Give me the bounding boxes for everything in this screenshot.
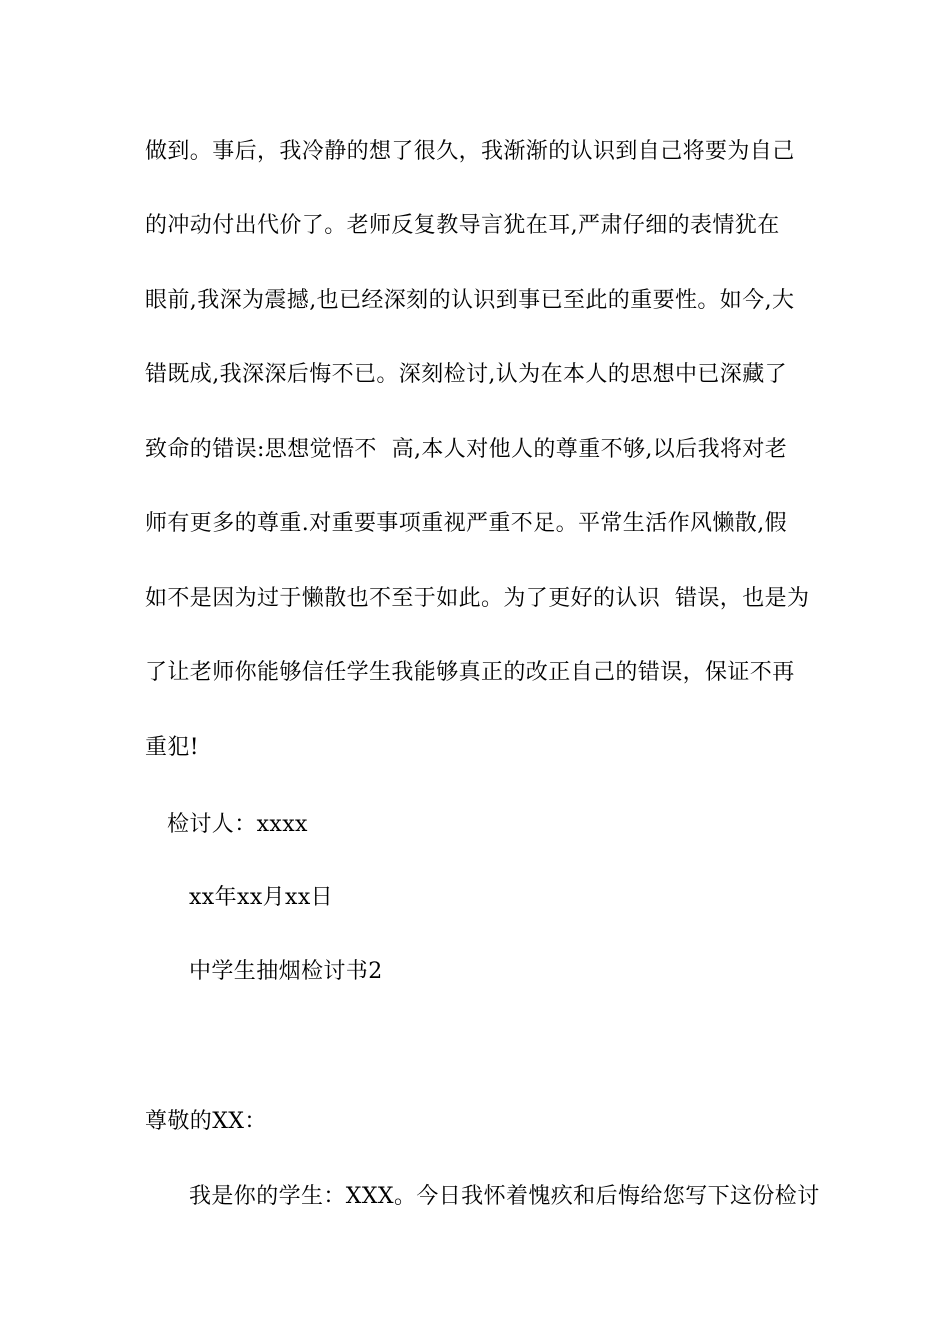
opening-line: 我是你的学生：XXX。今日我怀着愧疚和后悔给您写下这份检讨 xyxy=(189,1184,820,1209)
body-line-2: 的冲动付出代价了。老师反复教导言犹在耳,严肃仔细的表情犹在 xyxy=(145,213,780,238)
signature-line: 检讨人：xxxx xyxy=(167,812,308,837)
body-line-4: 错既成,我深深后悔不已。深刻检讨,认为在本人的思想中已深藏了 xyxy=(145,362,787,387)
body-line-1: 做到。事后，我冷静的想了很久，我渐渐的认识到自己将要为自己 xyxy=(145,139,795,164)
body-line-3: 眼前,我深为震撼,也已经深刻的认识到事已至此的重要性。如今,大 xyxy=(145,288,795,313)
body-line-6: 师有更多的尊重.对重要事项重视严重不足。平常生活作风懒散,假 xyxy=(145,511,787,536)
body-line-9: 重犯! xyxy=(145,735,200,760)
section-title: 中学生抽烟检讨书2 xyxy=(189,959,383,984)
body-line-8: 了让老师你能够信任学生我能够真正的改正自己的错误，保证不再 xyxy=(145,660,795,685)
body-line-5: 致命的错误:思想觉悟不 高,本人对他人的尊重不够,以后我将对老 xyxy=(145,437,788,462)
salutation: 尊敬的XX： xyxy=(145,1109,267,1134)
date-line: xx年xx月xx日 xyxy=(189,885,334,910)
body-line-7: 如不是因为过于懒散也不至于如此。为了更好的认识 错误，也是为 xyxy=(145,586,810,611)
